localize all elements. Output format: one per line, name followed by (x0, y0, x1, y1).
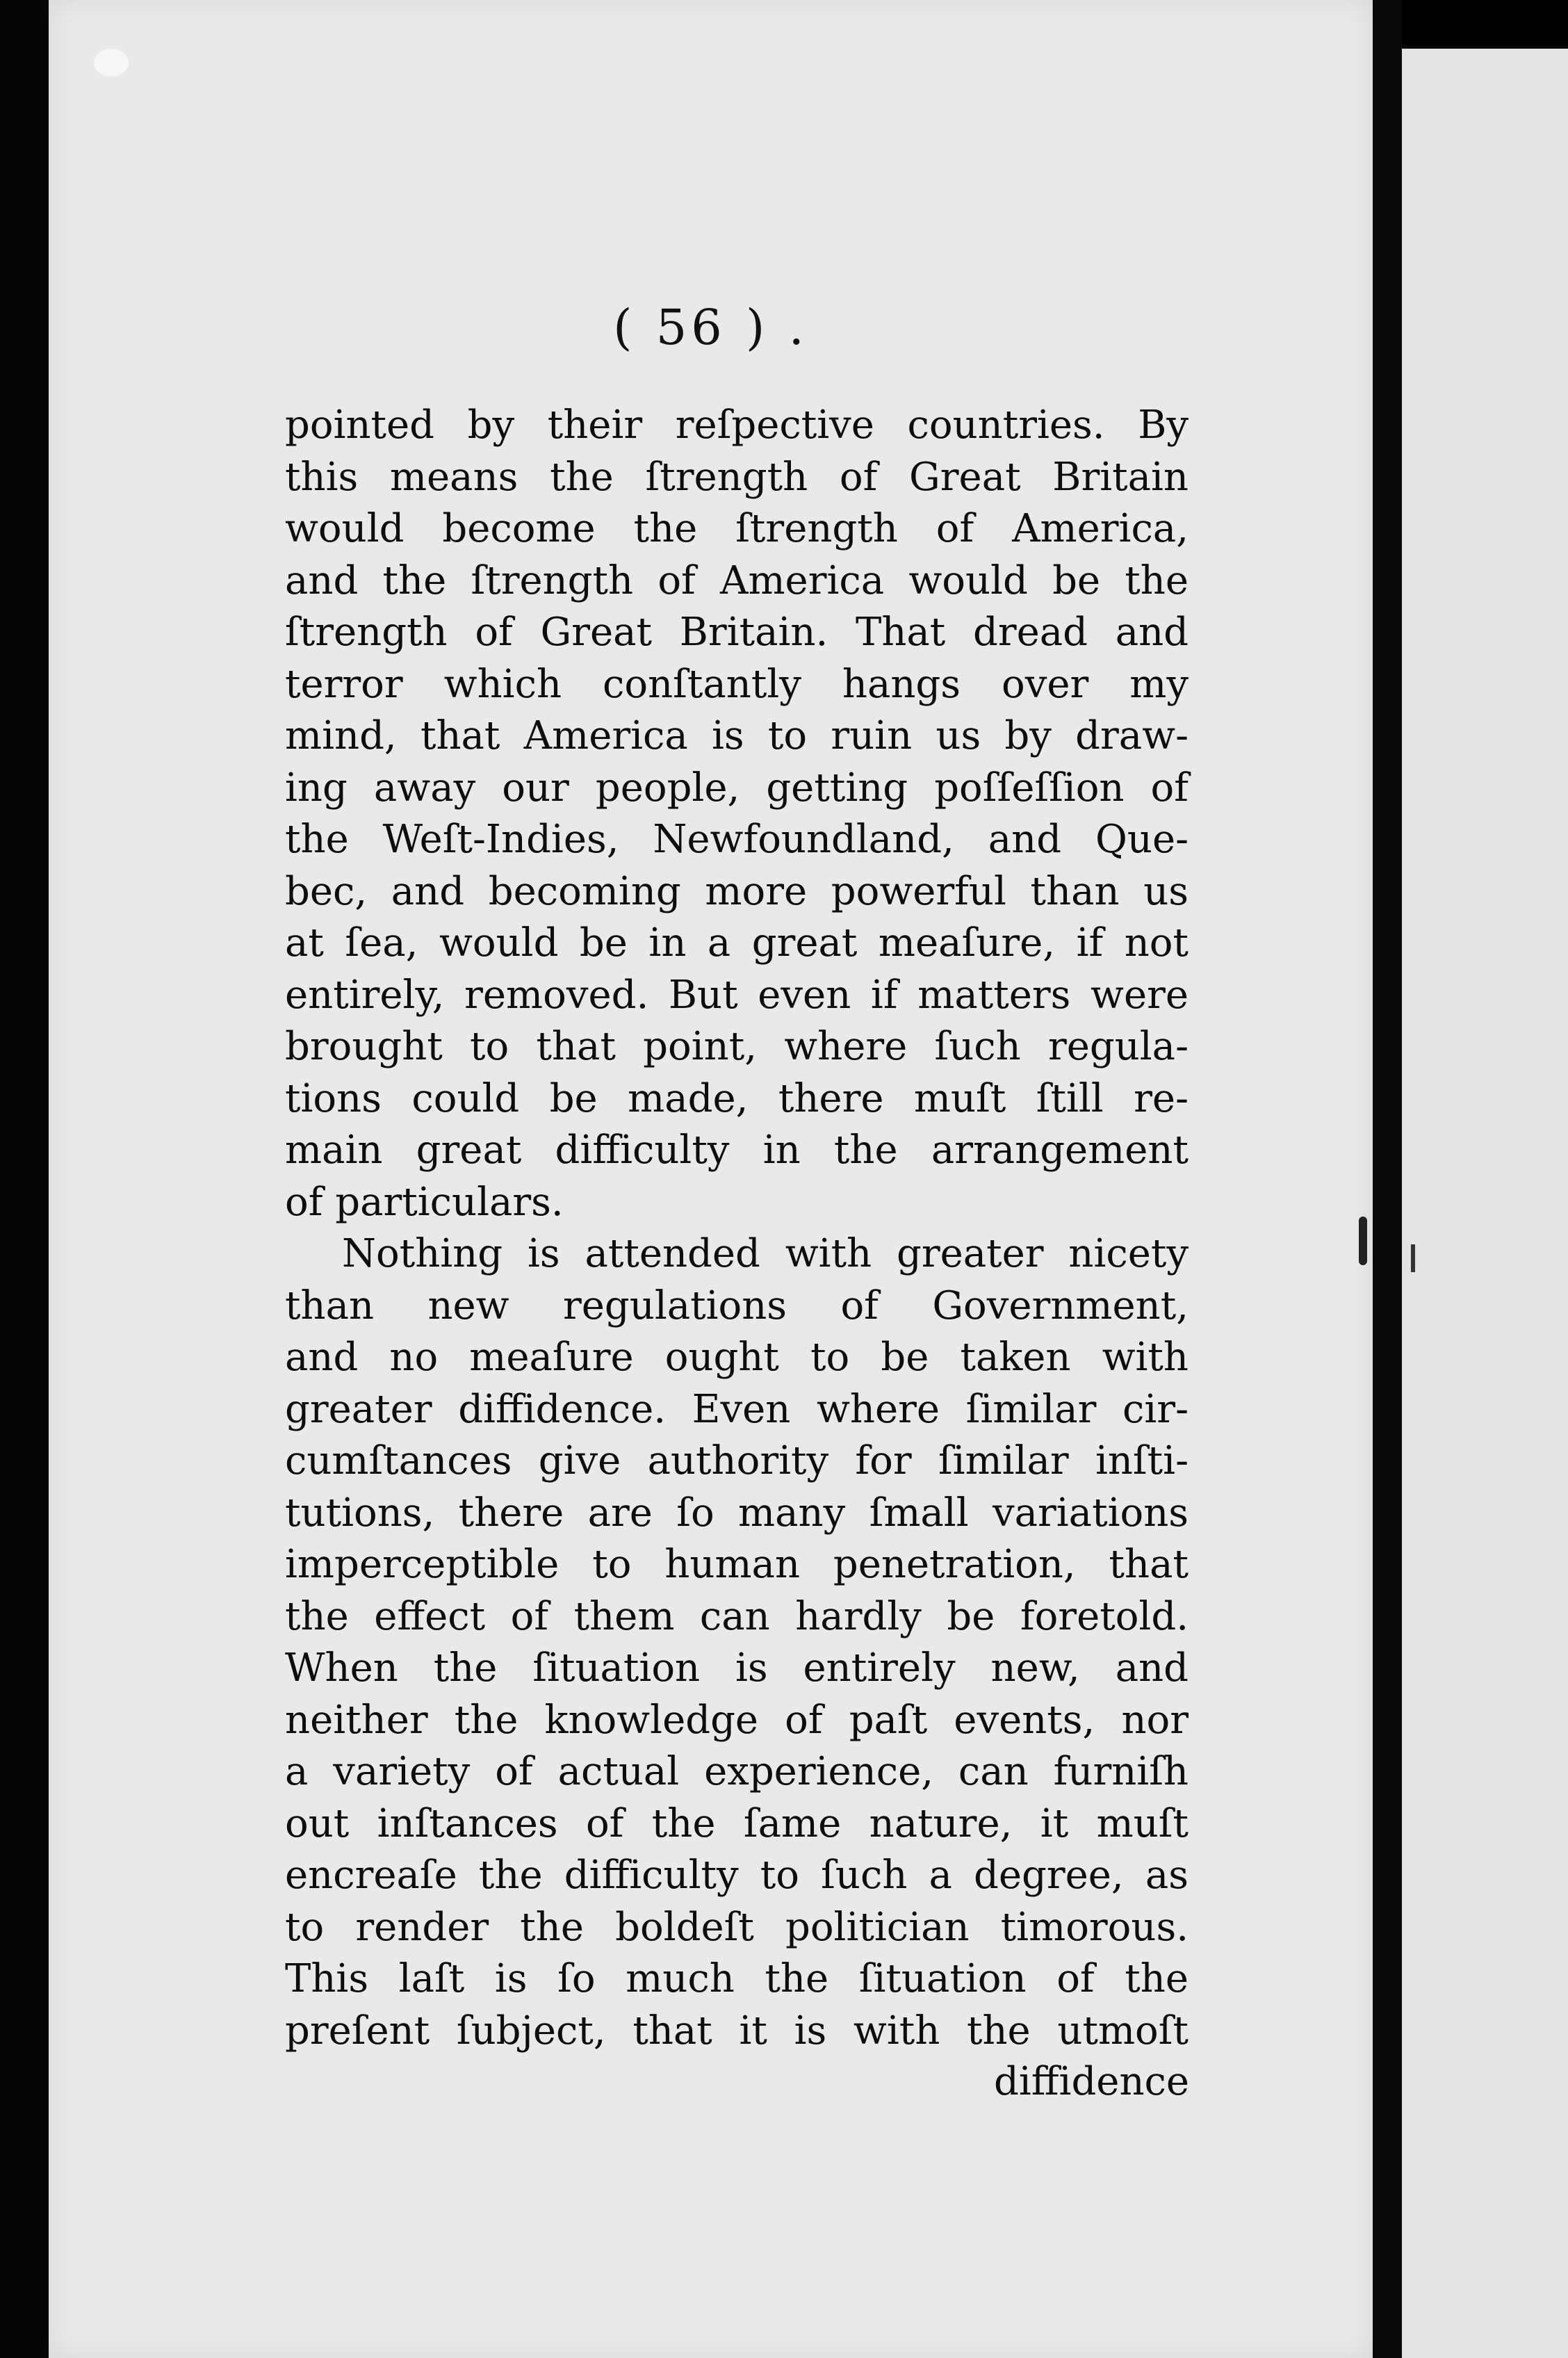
text-line: ſtrength of Great Britain. That dread and (285, 610, 1189, 655)
page-spine (1373, 0, 1402, 2358)
text-line: cumſtances give authority for ſimilar inſti- (285, 1438, 1189, 1483)
text-line: imperceptible to human penetration, that (285, 1542, 1189, 1587)
text-line: When the ſituation is entirely new, and (285, 1645, 1189, 1691)
text-line: preſent ſubject, that it is with the utmoſt (285, 2008, 1189, 2054)
text-line: encreaſe the difficulty to ſuch a degree, as (285, 1853, 1189, 1898)
text-line: tutions, there are ſo many ſmall variations (285, 1490, 1189, 1536)
ink-speck (1411, 1244, 1415, 1272)
text-line: than new regulations of Government, (285, 1283, 1189, 1328)
text-line: the Weſt-Indies, Newfoundland, and Que- (285, 817, 1189, 862)
text-line: mind, that America is to ruin us by draw- (285, 713, 1189, 758)
text-line: and no meaſure ought to be taken with (285, 1335, 1189, 1380)
text-line: ing away our people, getting poſſeſſion of (285, 765, 1189, 811)
text-line: and the ſtrength of America would be the (285, 558, 1189, 603)
text-line: terror which conſtantly hangs over my (285, 661, 1189, 707)
text-line: bec, and becoming more powerful than us (285, 868, 1189, 914)
ink-speck (1359, 1217, 1367, 1265)
text-line: at ſea, would be in a great meaſure, if not (285, 920, 1189, 966)
text-line: of particulars. (285, 1179, 564, 1225)
text-line: this means the ſtrength of Great Britain (285, 454, 1189, 500)
text-line: to render the boldeſt politician timorous. (285, 1904, 1189, 1950)
body-text (285, 400, 1189, 2057)
text-line: pointed by their reſpective countries. By (285, 403, 1189, 448)
page-number: ( 56 ) . (613, 299, 808, 356)
text-line: a variety of actual experience, can furniſh (285, 1749, 1189, 1794)
text-line: greater diffidence. Even where ſimilar cir- (285, 1386, 1189, 1432)
text-line: entirely, removed. But even if matters were (285, 972, 1189, 1018)
text-line: neither the knowledge of paſt events, nor (285, 1697, 1189, 1743)
text-line: the effect of them can hardly be foretold. (285, 1593, 1189, 1639)
left-gutter (0, 0, 49, 2358)
paper-blot (94, 49, 129, 76)
text-line: main great difficulty in the arrangement (285, 1128, 1189, 1173)
text-line: Nothing is attended with greater nicety (342, 1231, 1189, 1276)
text-line: would become the ſtrength of America, (285, 506, 1189, 551)
adjacent-page (1402, 49, 1568, 2358)
text-line: brought to that point, where ſuch regula- (285, 1024, 1189, 1069)
text-line: This laſt is ſo much the ſituation of the (285, 1956, 1189, 2001)
text-line: out inſtances of the ſame nature, it muſt (285, 1800, 1189, 1846)
text-line: tions could be made, there muſt ſtill re- (285, 1075, 1189, 1121)
catchword: diffidence (994, 2059, 1190, 2104)
